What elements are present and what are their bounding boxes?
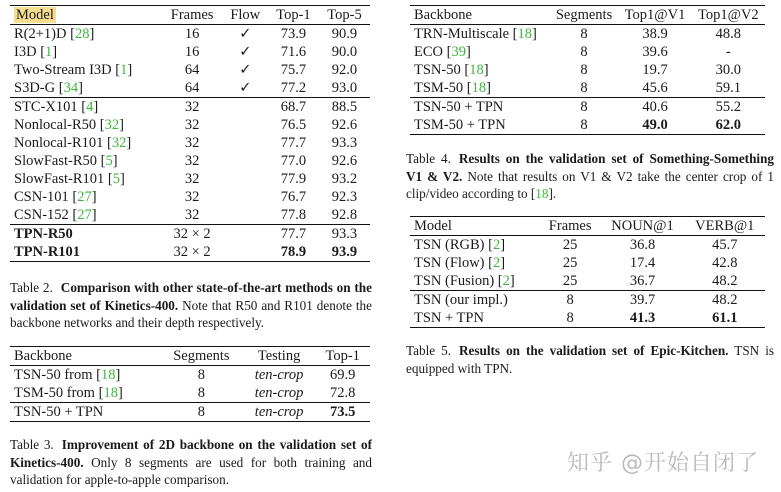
table-cell: ECO [39] — [414, 44, 471, 60]
table-cell: 73.5 — [330, 404, 356, 420]
table-cell: 48.8 — [715, 26, 742, 42]
table-cell: 77.2 — [280, 80, 307, 96]
citation-link[interactable]: 18 — [469, 62, 484, 78]
table-cell: 77.7 — [280, 135, 307, 151]
column-header: Top1@V2 — [698, 7, 759, 23]
table-cell: 77.7 — [280, 226, 307, 242]
table-cell: 45.7 — [712, 237, 738, 253]
table-cell: 78.9 — [280, 244, 307, 260]
table-cell — [223, 188, 268, 206]
table-cell: SlowFast-R50 [5] — [14, 153, 118, 169]
table-cell: CSN-152 [27] — [14, 207, 97, 223]
table-cell: 25 — [562, 237, 578, 253]
column-header: Backbone — [14, 348, 72, 364]
table-cell: CSN-101 [27] — [14, 189, 97, 205]
table-4-caption: Table 4. Results on the validation set of Something-Something V1 & V2. Note that results on V1 & V2 take the center crop of 1 clip/video according to [18]. — [406, 151, 775, 201]
table-cell: 38.9 — [642, 26, 668, 42]
table-cell: TRN-Multiscale [18] — [414, 26, 537, 42]
table-cell: 19.7 — [642, 62, 668, 78]
table-cell: 32 — [184, 99, 200, 115]
table-5-grid — [410, 216, 765, 328]
table-cell: 25 — [562, 255, 578, 271]
table-cell: TSM-50 [18] — [414, 80, 491, 96]
check-icon: ✓ — [239, 80, 252, 96]
table-cell: 36.8 — [629, 237, 656, 253]
table-cell: 39.6 — [642, 44, 668, 60]
table-row — [10, 206, 370, 225]
citation-link[interactable]: 2 — [502, 273, 510, 289]
table-cell: 92.6 — [331, 117, 358, 133]
table-cell: 39.7 — [629, 292, 656, 308]
table-cell: 36.7 — [629, 273, 656, 289]
table-cell: TPN-R50 — [14, 226, 73, 242]
table-4 — [410, 5, 765, 135]
table-cell: 32 × 2 — [173, 244, 211, 260]
column-header: NOUN@1 — [611, 218, 674, 234]
table-cell: 61.1 — [712, 310, 738, 326]
table-cell: 92.8 — [331, 207, 358, 223]
table-cell: 17.4 — [629, 255, 656, 271]
column-header: Segments — [555, 7, 613, 23]
table-cell: 92.3 — [331, 189, 358, 205]
table-cell: 77.8 — [280, 207, 307, 223]
table-cell: 30.0 — [715, 62, 742, 78]
column-header: Backbone — [414, 7, 472, 23]
table-row — [410, 272, 765, 291]
table-cell: 41.3 — [629, 310, 656, 326]
table-row — [410, 61, 765, 79]
citation-link[interactable]: 27 — [77, 189, 92, 205]
table-row — [410, 25, 765, 44]
citation-link[interactable]: 32 — [104, 117, 120, 133]
table-cell: ten-crop — [254, 367, 304, 383]
table-cell: ten-crop — [254, 404, 304, 420]
table-row — [10, 25, 370, 44]
table-row — [10, 152, 370, 170]
table-cell: 64 — [184, 62, 200, 78]
table-cell: Nonlocal-R101 [32] — [14, 135, 132, 151]
table-cell: TSM-50 from [18] — [14, 385, 123, 401]
table-cell: 92.6 — [331, 153, 358, 169]
table-cell: 32 — [184, 171, 200, 187]
table-cell: 45.6 — [642, 80, 668, 96]
citation-link[interactable]: 18 — [101, 367, 116, 383]
header-top1: Top-1 — [276, 7, 311, 23]
table-row — [10, 134, 370, 152]
table-cell: 64 — [184, 80, 200, 96]
table-cell: 90.0 — [331, 44, 358, 60]
table-cell: 93.3 — [331, 226, 358, 242]
table-row — [10, 225, 370, 244]
citation-link[interactable]: 18 — [103, 385, 118, 401]
table-cell: 68.7 — [280, 99, 307, 115]
citation-link[interactable]: 39 — [451, 44, 466, 60]
table-header-row — [10, 6, 370, 25]
column-header: Top1@V1 — [624, 7, 686, 23]
table-5-caption: Table 5. Results on the validation set of Epic-Kitchen. TSN is equipped with TPN. — [406, 343, 774, 376]
table-row — [410, 309, 765, 328]
table-cell: 76.5 — [280, 117, 307, 133]
table-cell — [223, 152, 268, 170]
table-row — [10, 384, 370, 403]
table-row — [10, 98, 370, 117]
table-cell: 75.7 — [280, 62, 307, 78]
table-row — [10, 170, 370, 188]
table-cell: 72.8 — [330, 385, 356, 401]
table-cell: 16 — [184, 44, 200, 60]
table-cell: 8 — [197, 367, 206, 383]
table-cell: - — [725, 44, 731, 60]
table-row — [410, 236, 765, 255]
citation-link[interactable]: 4 — [86, 99, 94, 115]
table-cell: 16 — [184, 26, 200, 42]
table-cell: 8 — [566, 292, 574, 308]
table-3 — [10, 346, 370, 422]
citation-link[interactable]: 18 — [535, 186, 549, 201]
table-header-row — [10, 347, 370, 366]
table-cell: 77.0 — [280, 153, 307, 169]
table-cell: 32 — [184, 153, 200, 169]
table-cell: 88.5 — [331, 99, 358, 115]
table-cell: 48.2 — [712, 292, 738, 308]
table-cell: 8 — [580, 26, 588, 42]
table-cell: 8 — [580, 80, 588, 96]
table-cell: 49.0 — [642, 117, 668, 133]
table-cell — [223, 98, 268, 117]
table-cell: 25 — [562, 273, 578, 289]
table-cell: TSN + TPN — [414, 310, 484, 326]
citation-link[interactable]: 18 — [517, 26, 533, 42]
table-cell: 59.1 — [715, 80, 742, 96]
table-cell: TSN-50 from [18] — [14, 367, 121, 383]
table-cell: Two-Stream I3D [1] — [14, 62, 133, 78]
table-cell: 8 — [580, 117, 588, 133]
table-cell: 8 — [580, 62, 588, 78]
table-cell — [223, 243, 268, 262]
table-row — [10, 403, 370, 422]
table-cell: 32 — [184, 207, 200, 223]
table-cell: TSN (our impl.) — [414, 292, 508, 308]
table-row — [10, 243, 370, 262]
table-cell: 32 — [184, 135, 200, 151]
citation-link[interactable]: 1 — [120, 62, 128, 78]
table-cell: TSN (Fusion) [2] — [414, 273, 515, 289]
table-2 — [10, 5, 370, 262]
table-cell: 32 — [184, 189, 200, 205]
table-cell: SlowFast-R101 [5] — [14, 171, 125, 187]
table-cell: 93.3 — [331, 135, 358, 151]
table-2-caption: Table 2. Comparison with other state-of-the-art methods on the validation set of Kinetics-400. Note that R50 and R101 denote the backbone networks and their depth respectively. — [10, 280, 372, 330]
column-header: Segments — [173, 348, 230, 364]
table-cell: S3D-G [34] — [14, 80, 83, 96]
table-cell: TSN (RGB) [2] — [414, 237, 506, 253]
header-model: Model — [16, 7, 54, 23]
citation-link[interactable]: 5 — [105, 153, 113, 169]
table-header-row — [410, 217, 765, 236]
column-header: Testing — [257, 348, 301, 364]
table-cell: 48.2 — [712, 273, 738, 289]
table-cell: ten-crop — [254, 385, 304, 401]
citation-link[interactable]: 34 — [63, 80, 79, 96]
column-header: VERB@1 — [695, 218, 755, 234]
table-5 — [410, 216, 765, 328]
column-header: Top-1 — [325, 348, 360, 364]
column-header: Model — [414, 218, 452, 234]
table-cell: 90.9 — [331, 26, 358, 42]
table-row — [410, 43, 765, 61]
table-row — [410, 79, 765, 98]
table-cell: 55.2 — [715, 99, 742, 115]
table-cell: 32 — [184, 117, 200, 133]
table-cell: 8 — [197, 385, 206, 401]
citation-link[interactable]: 1 — [45, 44, 53, 60]
table-4-grid — [410, 5, 765, 135]
table-cell: 93.2 — [331, 171, 358, 187]
table-cell: I3D [1] — [14, 44, 58, 60]
table-cell: R(2+1)D [28] — [14, 26, 95, 42]
table-cell: TSN-50 [18] — [414, 62, 489, 78]
watermark: 知乎 @开始自闭了 — [567, 451, 759, 476]
citation-link[interactable]: 27 — [77, 207, 92, 223]
table-cell: TPN-R101 — [14, 244, 81, 260]
table-cell: 69.9 — [330, 367, 356, 383]
table-cell: 8 — [580, 99, 588, 115]
table-header-row — [410, 6, 765, 25]
table-row — [10, 366, 370, 385]
table-row — [10, 188, 370, 206]
citation-link[interactable]: 5 — [112, 171, 120, 187]
table-2-grid — [10, 5, 370, 262]
citation-link[interactable]: 28 — [74, 26, 90, 42]
table-cell: 62.0 — [715, 117, 742, 133]
citation-link[interactable]: 32 — [111, 135, 127, 151]
table-cell: 8 — [197, 404, 206, 420]
table-row — [10, 116, 370, 134]
table-cell: 77.9 — [280, 171, 307, 187]
header-top5: Top-5 — [327, 7, 362, 23]
column-header: Frames — [548, 218, 592, 234]
citation-link[interactable]: 18 — [471, 80, 487, 96]
table-cell — [223, 170, 268, 188]
table-cell: 71.6 — [280, 44, 307, 60]
table-cell: 42.8 — [712, 255, 738, 271]
check-icon: ✓ — [239, 62, 252, 78]
table-row — [10, 43, 370, 61]
table-row — [10, 79, 370, 98]
table-cell: 93.9 — [331, 244, 358, 260]
check-icon: ✓ — [239, 44, 252, 60]
table-cell — [223, 134, 268, 152]
table-row — [410, 254, 765, 272]
table-cell — [223, 225, 268, 244]
table-cell: 73.9 — [280, 26, 307, 42]
table-cell — [223, 116, 268, 134]
table-cell: 93.0 — [331, 80, 358, 96]
table-row — [410, 291, 765, 310]
table-cell: 92.0 — [331, 62, 358, 78]
table-cell: Nonlocal-R50 [32] — [14, 117, 124, 133]
table-cell: 8 — [566, 310, 574, 326]
citation-link[interactable]: 2 — [492, 255, 501, 271]
table-cell: TSN (Flow) [2] — [414, 255, 506, 271]
table-cell: 8 — [580, 44, 588, 60]
table-cell: 32 × 2 — [173, 226, 211, 242]
table-row — [410, 116, 765, 135]
header-flow: Flow — [230, 7, 261, 23]
table-cell: STC-X101 [4] — [14, 99, 99, 115]
table-3-grid — [10, 346, 370, 422]
citation-link[interactable]: 2 — [492, 237, 501, 253]
table-row — [10, 61, 370, 79]
check-icon: ✓ — [239, 26, 252, 42]
table-3-caption: Table 3. Improvement of 2D backbone on the validation set of Kinetics-400. Only 8 segments are used for both training and validation for apple-to-apple comparison. — [10, 437, 372, 487]
header-frames: Frames — [170, 7, 214, 23]
table-row — [410, 98, 765, 117]
table-cell: TSN-50 + TPN — [14, 404, 104, 420]
table-cell: 40.6 — [642, 99, 668, 115]
table-cell — [223, 206, 268, 225]
table-cell: 76.7 — [280, 189, 307, 205]
table-cell: TSM-50 + TPN — [414, 117, 506, 133]
table-cell: TSN-50 + TPN — [414, 99, 504, 115]
